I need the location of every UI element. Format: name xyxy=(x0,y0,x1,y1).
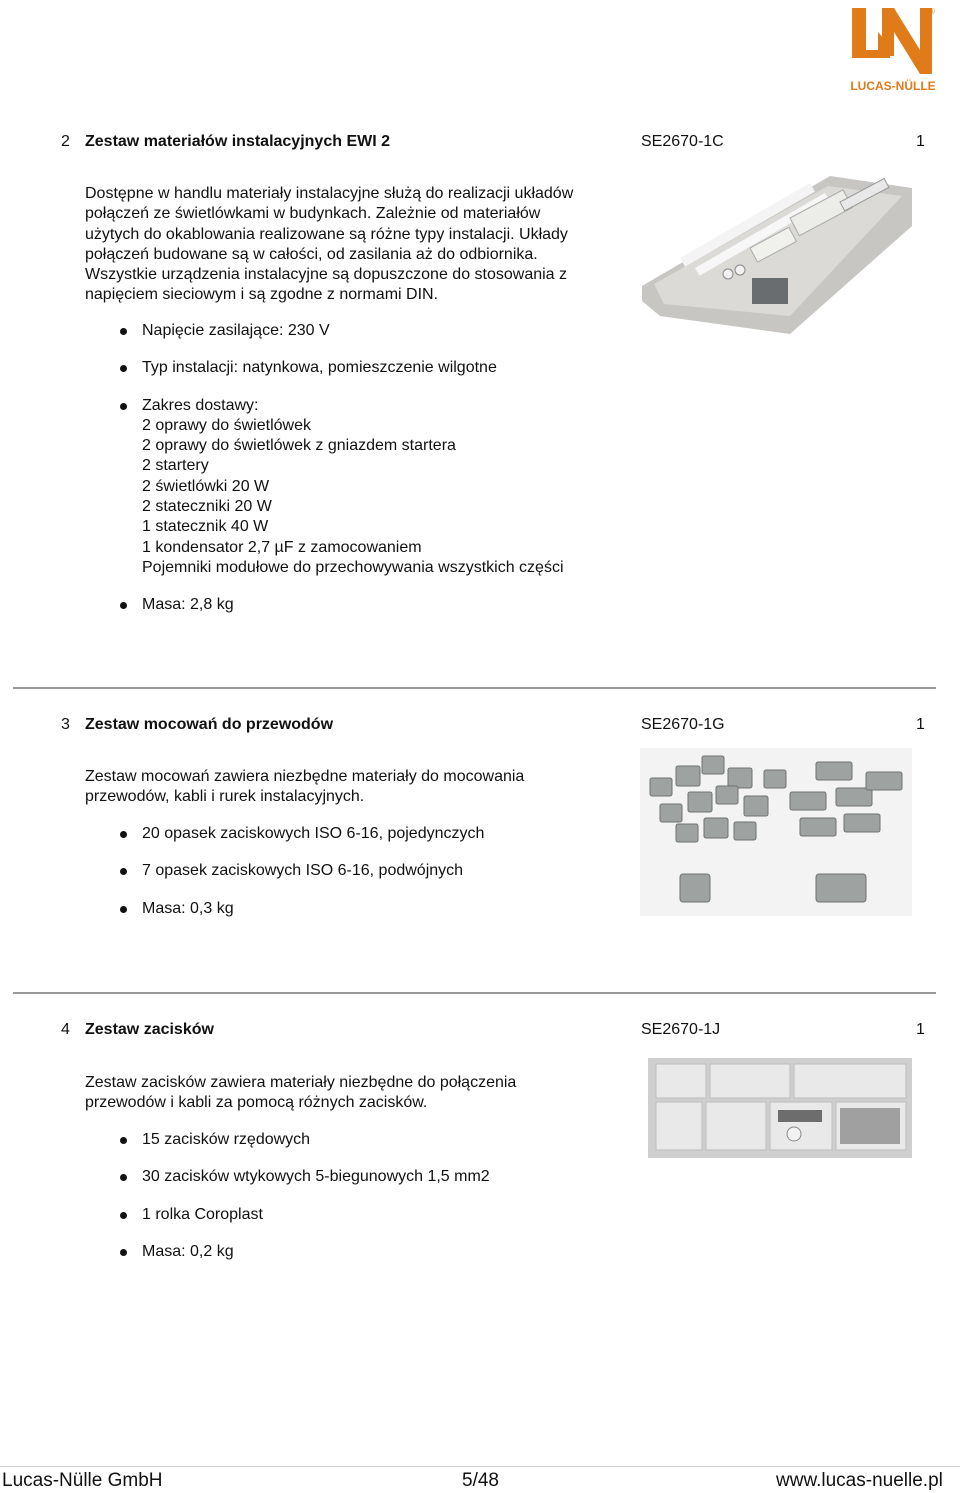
bullet-text: 1 rolka Coroplast xyxy=(142,1205,263,1223)
description-line: Wszystkie urządzenia instalacyjne są dopuszczone do stosowania z xyxy=(85,266,568,284)
bullet-text: 2 stateczniki 20 W xyxy=(142,498,272,516)
bullet-text: 1 statecznik 40 W xyxy=(142,518,269,536)
item-description xyxy=(85,184,645,306)
list-item xyxy=(85,1130,625,1150)
section-divider xyxy=(13,992,936,994)
description-line: napięciem sieciowym i są zgodne z normami DIN. xyxy=(85,286,439,304)
description-line: Zestaw zacisków zawiera materiały niezbędne do połączenia xyxy=(85,1074,517,1091)
bullet-text: Masa: 0,2 kg xyxy=(142,1242,234,1260)
item-description xyxy=(85,767,645,808)
list-item xyxy=(85,396,625,579)
description-line: Dostępne w handlu materiały instalacyjne służą do realizacji układów xyxy=(85,185,574,202)
bullet-text: 2 oprawy do świetlówek xyxy=(142,416,311,434)
bullet-text: 7 opasek zaciskowych ISO 6-16, podwójnych xyxy=(142,862,464,880)
item-code: SE2670-1C xyxy=(641,133,724,150)
bullet-text: 20 opasek zaciskowych ISO 6-16, pojedynczych xyxy=(142,825,485,842)
bullet-text: Typ instalacji: natynkowa, pomieszczenie wilgotne xyxy=(142,359,497,377)
item-number: 3 xyxy=(61,716,70,733)
item-title: Zestaw materiałów instalacyjnych EWI 2 xyxy=(85,133,390,150)
item-title: Zestaw mocowań do przewodów xyxy=(85,716,334,733)
description-line: przewodów i kabli za pomocą różnych zacisków. xyxy=(85,1094,428,1112)
bullet-text: Pojemniki modułowe do przechowywania wszystkich części xyxy=(142,558,564,576)
item-qty: 1 xyxy=(916,716,925,733)
item-code: SE2670-1G xyxy=(641,716,725,733)
item-number: 4 xyxy=(61,1021,70,1038)
item-title: Zestaw zacisków xyxy=(85,1021,214,1038)
description-line: połączeń budowane są w całości, od zasilania aż do odbiornika. xyxy=(85,245,538,263)
description-line: przewodów, kabli i rurek instalacyjnych. xyxy=(85,788,365,806)
list-item xyxy=(85,595,625,615)
list-item xyxy=(85,1167,625,1187)
description-line: Zestaw mocowań zawiera niezbędne materiały do mocowania xyxy=(85,768,525,785)
bullet-text: 2 świetlówki 20 W xyxy=(142,477,270,495)
bullet-text: 1 kondensator 2,7 µF z zamocowaniem xyxy=(142,538,422,556)
bullet-text: 2 oprawy do świetlówek z gniazdem startera xyxy=(142,437,456,455)
item-qty: 1 xyxy=(916,133,925,150)
footer-website: www.lucas-nuelle.pl xyxy=(776,1470,943,1491)
list-item xyxy=(85,824,625,844)
section-divider xyxy=(13,687,936,689)
description-line: użytych do okablowania realizowane są różne typy instalacji. Układy xyxy=(85,225,568,243)
list-item xyxy=(85,1242,625,1262)
product-image-clamps xyxy=(640,748,912,916)
item-number: 2 xyxy=(61,133,70,150)
feature-list xyxy=(85,1130,625,1279)
bullet-text: 2 startery xyxy=(142,457,209,475)
list-item xyxy=(85,358,625,378)
footer-page-number: 5/48 xyxy=(462,1470,499,1491)
product-image-terminal-tray xyxy=(644,1054,916,1162)
bullet-text: 15 zacisków rzędowych xyxy=(142,1131,311,1148)
list-item xyxy=(85,899,625,919)
lucas-nuelle-logo xyxy=(848,4,938,96)
description-line: połączeń ze świetlówkami w budynkach. Zależnie od materiałów xyxy=(85,205,541,223)
bullet-text: Masa: 0,3 kg xyxy=(142,899,234,917)
list-item xyxy=(85,861,625,881)
bullet-text: Napięcie zasilające: 230 V xyxy=(142,322,330,339)
svg-text:®: ® xyxy=(929,7,935,16)
feature-list xyxy=(85,321,625,633)
feature-list xyxy=(85,824,625,936)
item-code: SE2670-1J xyxy=(641,1021,721,1038)
svg-text:LUCAS-NÜLLE: LUCAS-NÜLLE xyxy=(850,79,936,93)
footer-divider xyxy=(0,1466,960,1467)
list-item xyxy=(85,1205,625,1225)
list-item xyxy=(85,321,625,341)
item-description xyxy=(85,1073,645,1114)
bullet-text: Zakres dostawy: xyxy=(142,396,259,414)
item-qty: 1 xyxy=(916,1021,925,1038)
product-image-tray xyxy=(640,166,916,336)
bullet-text: Masa: 2,8 kg xyxy=(142,596,234,614)
bullet-text: 30 zacisków wtykowych 5-biegunowych 1,5 mm2 xyxy=(142,1168,490,1186)
footer-company: Lucas-Nülle GmbH xyxy=(2,1470,163,1491)
